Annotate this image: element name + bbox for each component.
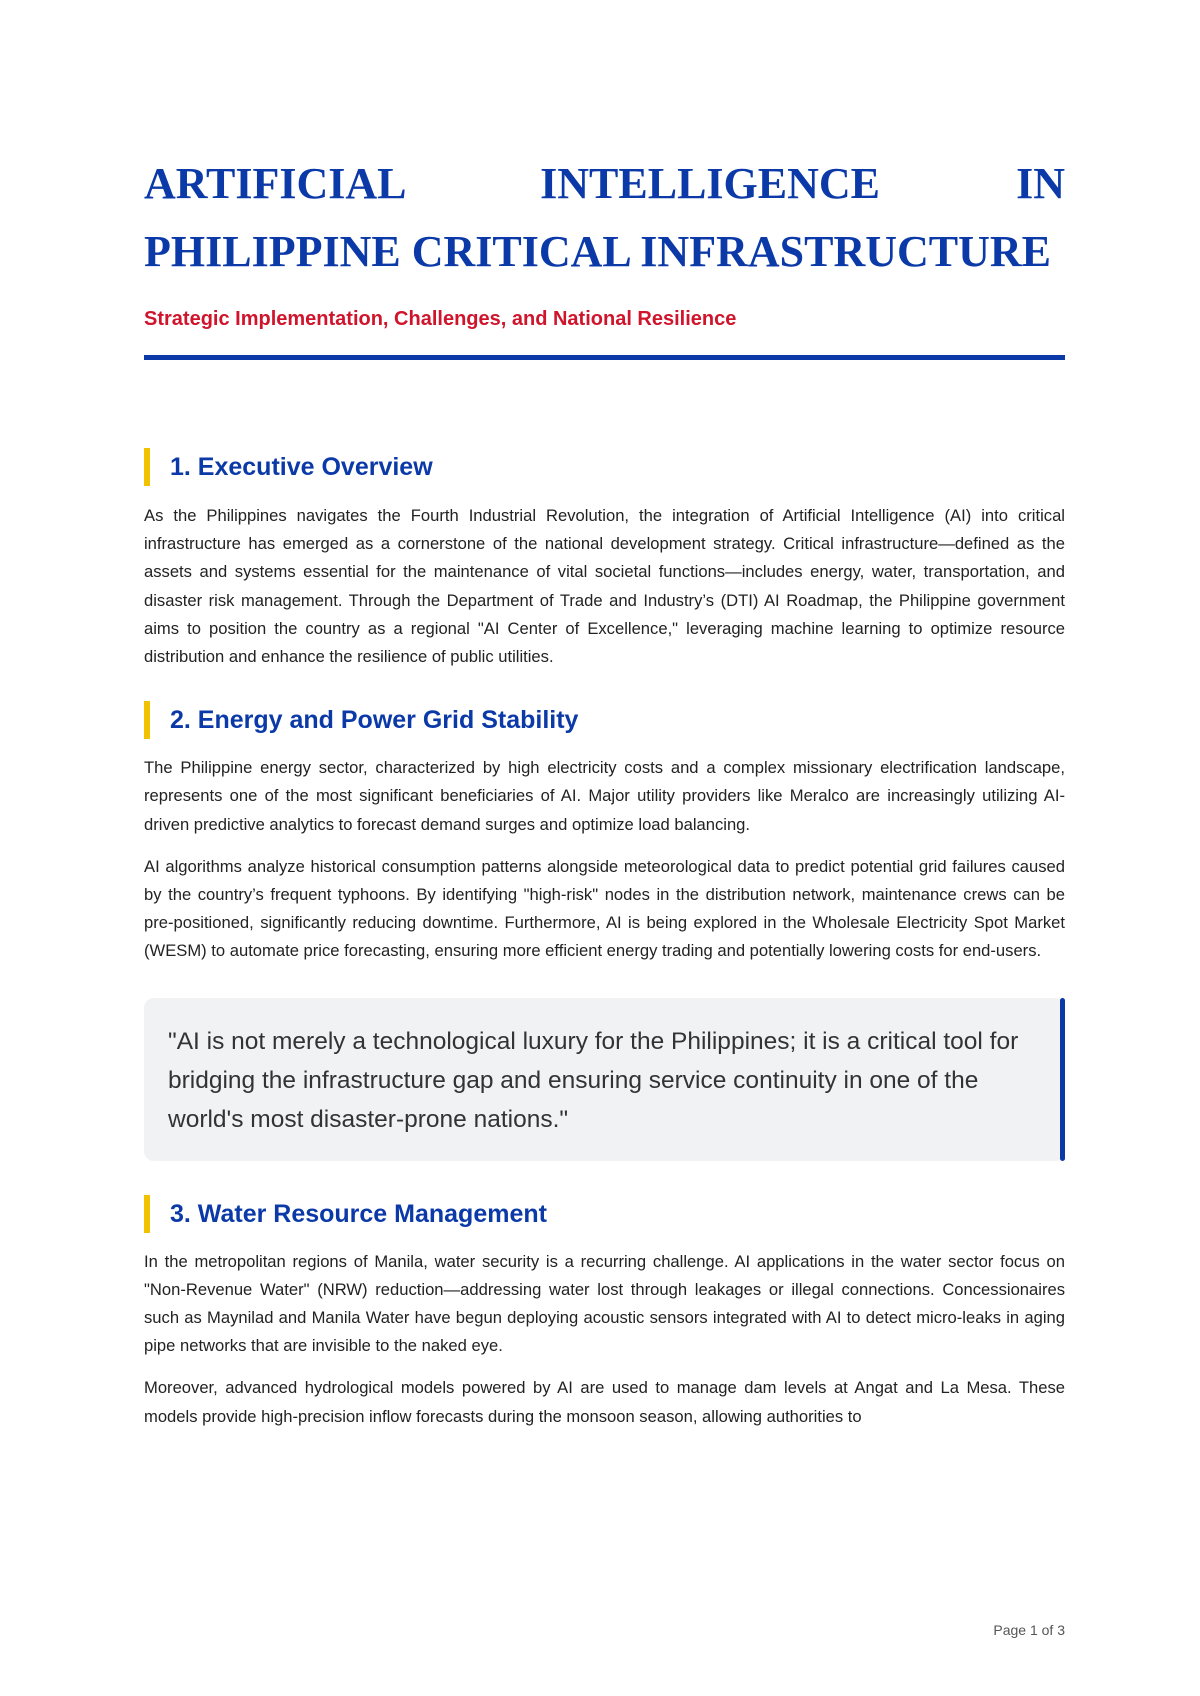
section-paragraph: In the metropolitan regions of Manila, water security is a recurring challenge. AI applications in the water sector focus on "Non-Revenue Water" (NRW) reduction—addressing water lost through leakages or illegal connections. Concessionaires such as Maynilad and Manila Water have begun deploying acoustic sensors integrated with AI to detect micro-leaks in aging pipe networks that are invisible to the naked eye.: [144, 1251, 1065, 1356]
pull-quote: [144, 998, 1065, 1161]
document-title-line-1: ARTIFICIAL INTELLIGENCE IN: [144, 159, 1065, 208]
document-page: [144, 150, 1065, 1431]
heading-accent-bar: [144, 448, 150, 486]
section-heading-text: 3. Water Resource Management: [170, 1199, 547, 1228]
section-heading-executive-overview: [144, 448, 1065, 486]
document-subtitle: Strategic Implementation, Challenges, and National Resilience: [144, 308, 737, 330]
section-heading-text: 2. Energy and Power Grid Stability: [170, 706, 579, 735]
document-title: [144, 150, 1065, 286]
section-paragraph: AI algorithms analyze historical consumption patterns alongside meteorological data to predict potential grid failures caused by the country’s frequent typhoons. By identifying "high-risk" nodes in the distribution network, maintenance crews can be pre-positioned, significantly reducing downtime. Furthermore, AI is being explored in the Wholesale Electricity Spot Market (WESM) to automate price forecasting, ensuring more efficient energy trading and potentially lowering costs for end-users.: [144, 856, 1065, 961]
section-heading-text: 1. Executive Overview: [170, 453, 433, 481]
pull-quote-accent-bar: [1060, 998, 1065, 1161]
document-title-line-2: PHILIPPINE CRITICAL INFRASTRUCTURE: [144, 227, 1052, 276]
page-number: Page 1 of 3: [993, 1622, 1065, 1638]
section-paragraph: Moreover, advanced hydrological models powered by AI are used to manage dam levels at Angat and La Mesa. These models provide high-precision inflow forecasts during the monsoon season, allowing authorities to: [144, 1378, 1065, 1426]
title-divider: [144, 355, 1065, 360]
section-heading-water-resource: [144, 1195, 1065, 1233]
section-paragraph: As the Philippines navigates the Fourth Industrial Revolution, the integration of Artificial Intelligence (AI) into critical infrastructure has emerged as a cornerstone of the national development strategy. Critical infrastructure—defined as the assets and systems essential for the maintenance of vital societal functions—includes energy, water, transportation, and disaster risk management. Through the Department of Trade and Industry’s (DTI) AI Roadmap, the Philippine government aims to position the country as a regional "AI Center of Excellence," leveraging machine learning to optimize resource distribution and enhance the resilience of public utilities.: [144, 506, 1065, 667]
pull-quote-text: "AI is not merely a technological luxury for the Philippines; it is a critical tool for bridging the infrastructure gap and ensuring service continuity in one of the world's most disaster-prone nations.": [168, 1027, 1019, 1133]
heading-accent-bar: [144, 1195, 150, 1233]
heading-accent-bar: [144, 701, 150, 739]
section-heading-energy-power-grid: [144, 701, 1065, 739]
section-paragraph: The Philippine energy sector, characterized by high electricity costs and a complex missionary electrification landscape, represents one of the most significant beneficiaries of AI. Major utility providers like Meralco are increasingly utilizing AI-driven predictive analytics to forecast demand surges and optimize load balancing.: [144, 758, 1065, 834]
